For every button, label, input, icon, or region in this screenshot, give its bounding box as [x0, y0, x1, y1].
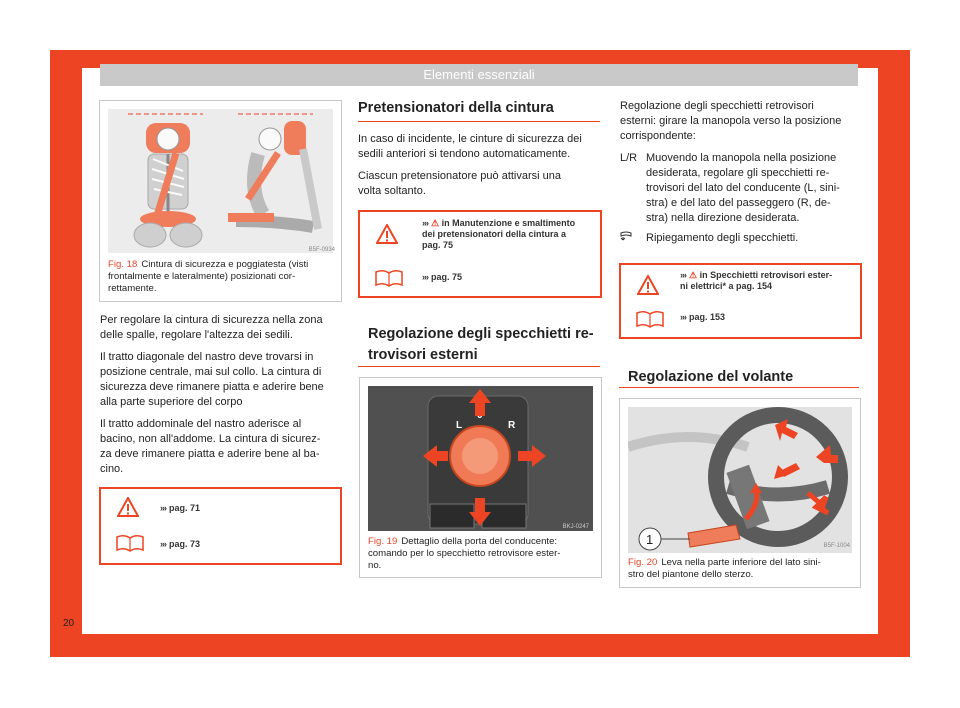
manual-book-icon	[635, 309, 665, 329]
manual-reference[interactable]: ››› pag. 153	[680, 312, 726, 322]
paragraph: Il tratto addominale del nastro aderisce al bacino, non all'addome. La cintura di sicurez- za deve rimanere piatta e aderire bene al ba- cino.	[100, 418, 321, 475]
section-title-mirrors: Regolazione degli specchietti re- trovisori esterni	[368, 326, 594, 363]
paragraph: Per regolare la cintura di sicurezza nella zona delle spalle, regolare l'altezza dei sedili.	[100, 314, 323, 341]
warning-icon	[376, 224, 398, 244]
reference-box	[99, 487, 342, 565]
figure-18	[99, 100, 342, 302]
steering-lever-illustration	[628, 407, 852, 553]
column-1-text	[100, 313, 345, 484]
title-rule	[358, 366, 600, 367]
figure-code: BKJ-0247	[562, 524, 589, 530]
list-key: L/R	[620, 152, 638, 164]
figure-label: Fig. 20	[628, 557, 658, 568]
section-title-steering: Regolazione del volante	[628, 369, 794, 385]
section-title-pretensioners: Pretensionatori della cintura	[358, 100, 554, 116]
manual-book-icon	[374, 268, 404, 288]
column-3-text	[620, 99, 865, 251]
inline-warning-icon: ⚠	[689, 270, 698, 280]
figure-caption: Fig. 18 Cintura di sicurezza e poggiatesta (visti frontalmente e lateralmente) posizionati cor- rettamente.	[108, 259, 309, 294]
title-rule	[358, 121, 600, 122]
reference-box	[358, 210, 602, 298]
manual-reference[interactable]: ››› pag. 73	[160, 539, 201, 549]
warning-icon	[637, 275, 659, 295]
manual-reference[interactable]: ››› pag. 75	[422, 272, 463, 282]
warning-reference[interactable]: ››› ⚠ in Manutenzione e smaltimento dei pretensionatori della cintura a pag. 75	[422, 218, 576, 250]
figure-code: B5F-0934	[308, 247, 335, 253]
warning-reference[interactable]: ››› ⚠ in Specchietti retrovisori ester- ni elettrici* a pag. 154	[680, 270, 833, 291]
mirror-knob-image	[368, 386, 593, 531]
list-item-fold: Ripiegamento degli specchietti.	[620, 231, 865, 246]
steering-wheel-image	[628, 407, 852, 553]
inline-warning-icon: ⚠	[431, 218, 440, 228]
paragraph: Ciascun pretensionatore può attivarsi una volta soltanto.	[358, 170, 562, 197]
figure-code: B5F-1004	[823, 543, 850, 549]
paragraph: Regolazione degli specchietti retrovisori esterni: girare la manopola verso la posizione corrispondente:	[620, 100, 842, 142]
figure-label: Fig. 18	[108, 259, 138, 270]
column-2-text	[358, 132, 603, 206]
page-number: 20	[63, 618, 75, 629]
knob-label-right: R	[508, 420, 516, 431]
paragraph: Il tratto diagonale del nastro deve trovarsi in posizione centrale, mai sul collo. La cintura di sicurezza deve rimanere piatta e aderire bene alla parte superiore del corpo	[100, 351, 324, 408]
mirror-control-illustration	[368, 386, 593, 531]
warning-reference[interactable]: ››› pag. 71	[160, 503, 201, 513]
seatbelt-illustration	[108, 109, 333, 253]
figure-19	[359, 377, 602, 578]
paragraph: In caso di incidente, le cinture di sicurezza dei sedili anteriori si tendono automaticamente.	[358, 133, 582, 160]
reference-box	[619, 263, 862, 339]
figure-label: Fig. 19	[368, 536, 398, 547]
mirror-fold-icon	[620, 231, 632, 246]
knob-label-left: L	[456, 420, 463, 431]
callout-number: 1	[646, 532, 654, 547]
list-item-lr: L/R Muovendo la manopola nella posizione desiderata, regolare gli specchietti re- trovisori del lato del conducente (L, sini- stra) e del lato del passeggero (R, de- stra) nella direzione desiderata.	[620, 152, 840, 224]
seatbelt-skeleton-image	[108, 109, 333, 253]
figure-caption: Fig. 19 Dettaglio della porta del conducente: comando per lo specchietto retrovisore ester- no.	[368, 536, 561, 571]
manual-book-icon	[115, 533, 145, 553]
chapter-header: Elementi essenziali	[100, 64, 858, 86]
figure-20	[619, 398, 861, 588]
warning-icon	[117, 497, 139, 517]
title-rule	[619, 387, 859, 388]
figure-caption: Fig. 20 Leva nella parte inferiore del lato sini- stro del piantone dello sterzo.	[628, 557, 821, 580]
